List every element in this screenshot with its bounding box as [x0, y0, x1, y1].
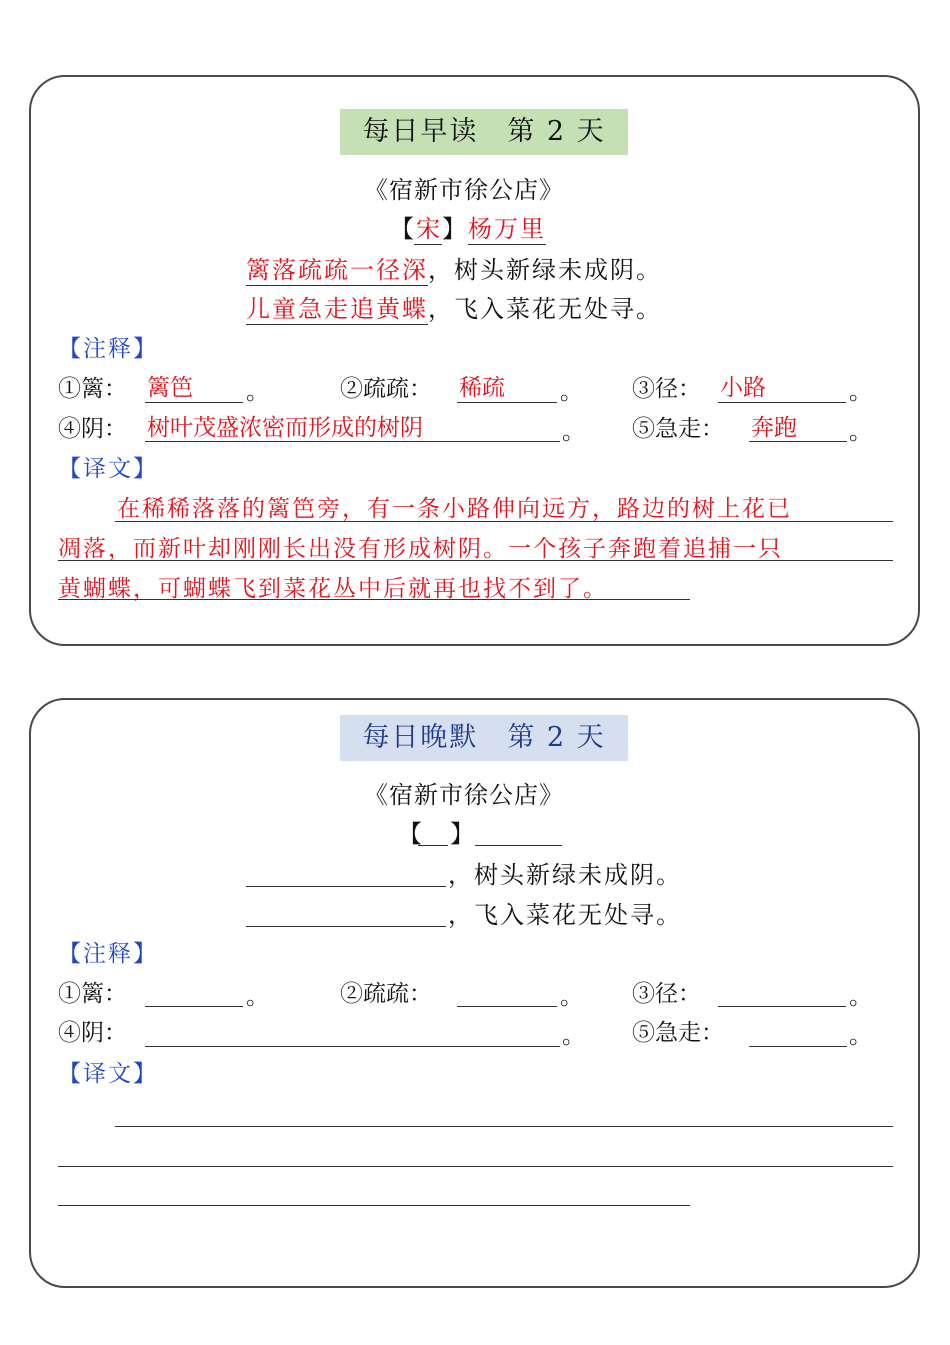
note-end-5: 。 — [849, 419, 872, 445]
poem-line-answer: 篱落疏疏一径深 — [246, 250, 428, 286]
note-answer-5: 奔跑 — [751, 415, 797, 441]
morning-notes-label: 【注释】 — [58, 336, 158, 362]
author-answer: 杨万里 — [468, 209, 546, 245]
translation-underline-1 — [115, 521, 893, 522]
evening-notes-label: 【注释】 — [58, 941, 158, 967]
eve-note-end-1: 。 — [246, 984, 269, 1010]
morning-poem-title: 《宿新市徐公店》 — [364, 176, 564, 204]
translation-line-3: 黄蝴蝶，可蝴蝶飞到菜花丛中后就再也找不到了。 — [58, 576, 608, 602]
translation-blank-2[interactable] — [58, 1166, 893, 1167]
morning-poem-line-1 — [246, 250, 662, 286]
translation-blank-1[interactable] — [115, 1126, 893, 1127]
morning-author-line — [390, 209, 546, 245]
evening-translation-label: 【译文】 — [58, 1061, 158, 1087]
note-answer-4: 树叶茂盛浓密而形成的树阴 — [147, 415, 423, 441]
morning-poem-line-2 — [246, 289, 662, 325]
note-answer-3: 小路 — [720, 375, 766, 401]
translation-underline-3 — [58, 599, 690, 600]
note-blank-5 — [749, 441, 847, 442]
eve-note-end-4: 。 — [562, 1023, 585, 1049]
note-end-3: 。 — [849, 379, 872, 405]
translation-line-2: 凋落，而新叶却刚刚长出没有形成树阴。一个孩子奔跑着追捕一只 — [58, 536, 783, 562]
eve-note-label-3: ③径： — [632, 981, 701, 1007]
poem-line-rest: ，树头新绿未成阴。 — [428, 256, 662, 284]
dynasty-answer: 宋 — [414, 209, 442, 245]
evening-bracket-open: 【 — [398, 820, 422, 848]
eve-note-label-2: ②疏疏： — [340, 981, 432, 1007]
note-blank-3 — [718, 402, 846, 403]
translation-line-1: 在稀稀落落的篱笆旁，有一条小路伸向远方，路边的树上花已 — [117, 496, 792, 522]
eve-note-label-1: ①篱： — [58, 981, 127, 1007]
note-answer-2: 稀疏 — [459, 375, 505, 401]
eve-note-end-3: 。 — [849, 984, 872, 1010]
note-end-2: 。 — [560, 379, 583, 405]
bracket-open: 【 — [390, 215, 414, 243]
eve-note-blank-2[interactable] — [457, 1006, 557, 1007]
note-label-5: ⑤急走： — [632, 416, 724, 442]
note-label-4: ④阴： — [58, 416, 127, 442]
note-label-1: ①篱： — [58, 376, 127, 402]
note-blank-4 — [145, 441, 560, 442]
note-end-4: 。 — [562, 419, 585, 445]
translation-blank-3[interactable] — [58, 1205, 690, 1206]
morning-title: 每日早读 第 2 天 — [340, 109, 628, 155]
note-label-3: ③径： — [632, 376, 701, 402]
poem-line-rest: ，飞入菜花无处寻。 — [428, 295, 662, 323]
evening-poem-title: 《宿新市徐公店》 — [364, 781, 564, 809]
eve-note-blank-5[interactable] — [749, 1046, 847, 1047]
poem-line-2-blank[interactable] — [246, 926, 446, 927]
eve-note-label-5: ⑤急走： — [632, 1020, 724, 1046]
evening-poem-line-1-rest: ，树头新绿未成阴。 — [448, 861, 682, 889]
note-label-2: ②疏疏： — [340, 376, 432, 402]
evening-title: 每日晚默 第 2 天 — [340, 715, 628, 761]
translation-underline-2 — [58, 560, 893, 561]
poem-line-answer: 儿童急走追黄蝶 — [246, 289, 428, 325]
evening-bracket-close: 】 — [450, 820, 474, 848]
eve-note-label-4: ④阴： — [58, 1020, 127, 1046]
note-blank-1 — [145, 402, 243, 403]
eve-note-blank-1[interactable] — [145, 1006, 243, 1007]
evening-poem-line-2-rest: ，飞入菜花无处寻。 — [448, 901, 682, 929]
morning-translation-label: 【译文】 — [58, 456, 158, 482]
dynasty-blank[interactable] — [418, 845, 448, 846]
eve-note-end-2: 。 — [560, 984, 583, 1010]
eve-note-blank-4[interactable] — [145, 1046, 560, 1047]
note-blank-2 — [457, 402, 557, 403]
note-end-1: 。 — [246, 379, 269, 405]
eve-note-end-5: 。 — [849, 1023, 872, 1049]
bracket-close: 】 — [442, 215, 466, 243]
poem-line-1-blank[interactable] — [246, 886, 446, 887]
note-answer-1: 篱笆 — [147, 375, 193, 401]
author-blank[interactable] — [475, 845, 562, 846]
eve-note-blank-3[interactable] — [718, 1006, 846, 1007]
